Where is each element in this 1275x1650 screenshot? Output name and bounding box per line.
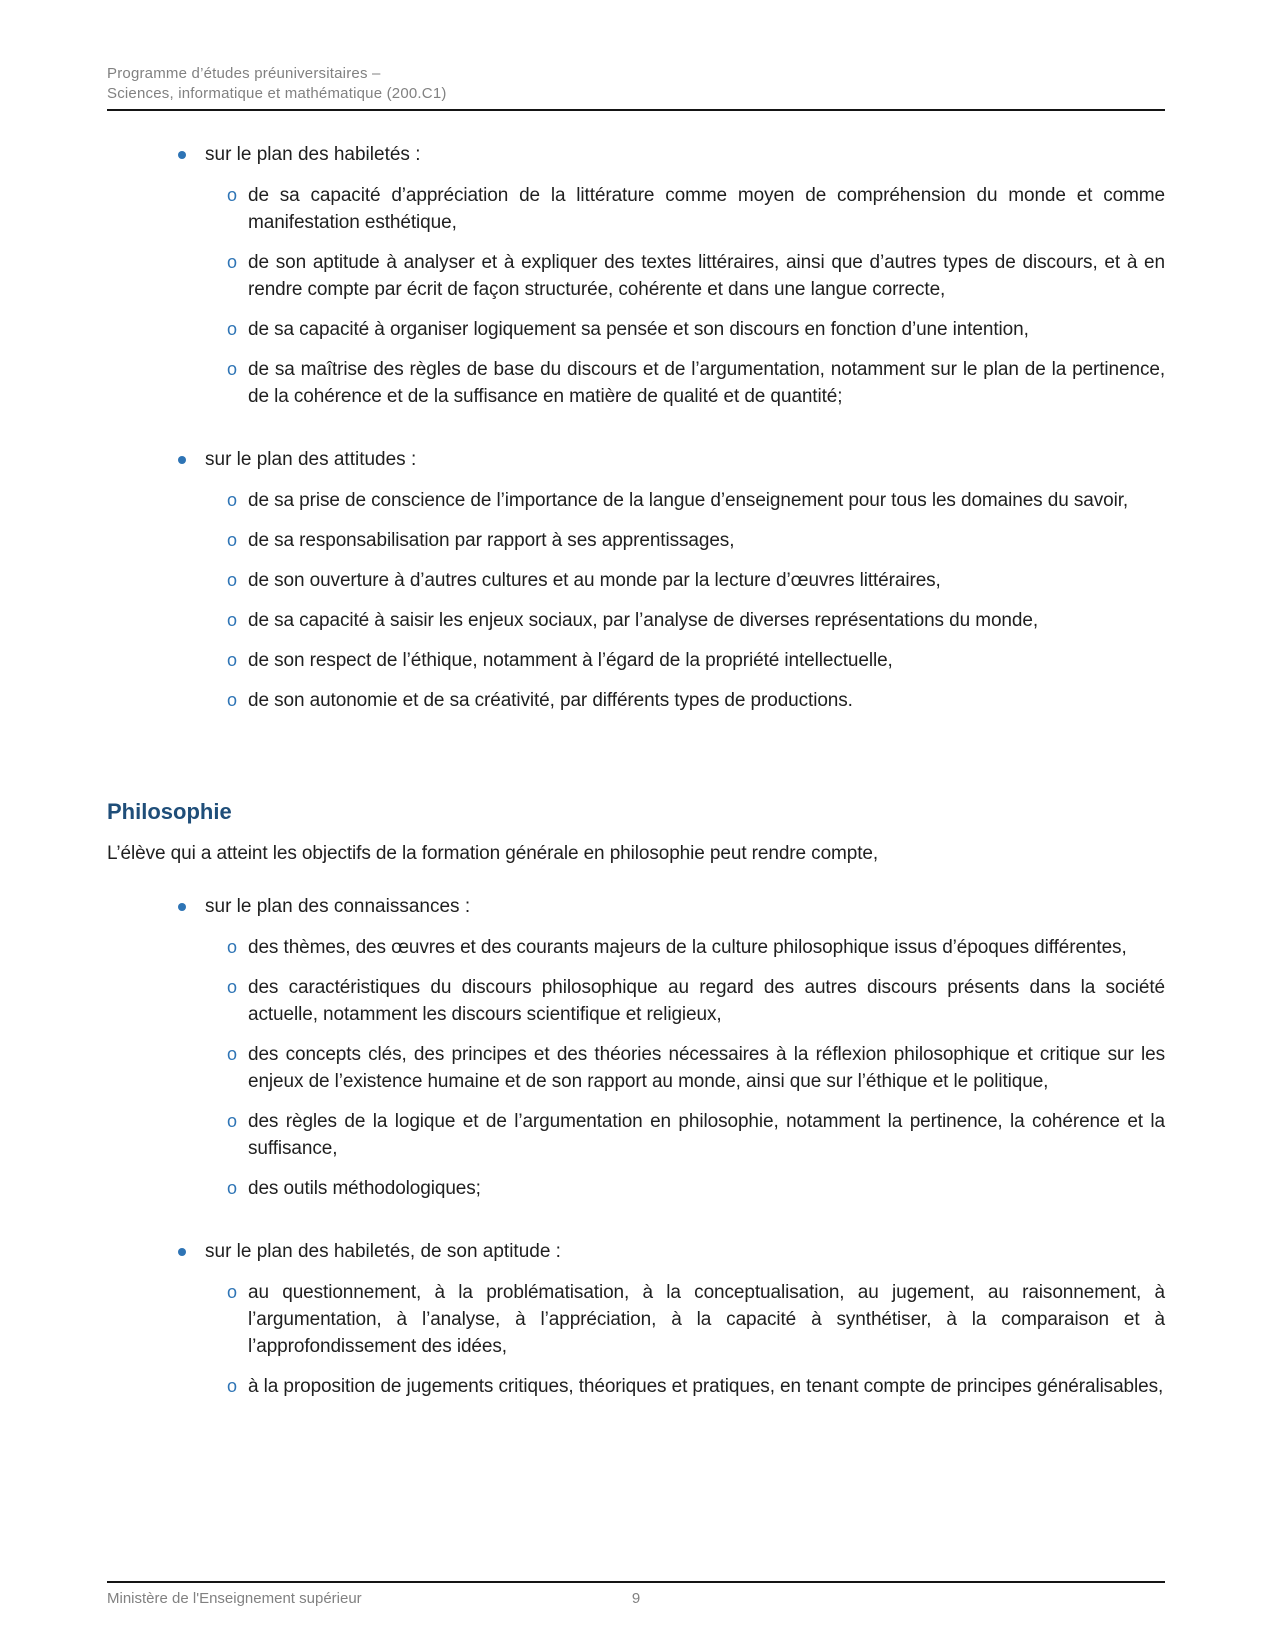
list-item-text: de son autonomie et de sa créativité, par différents types de productions. <box>248 690 853 711</box>
list-item-text: des concepts clés, des principes et des théories nécessaires à la réflexion philosophique et critique sur les enjeux de l’existence humaine et de son rapport au monde, ainsi que sur l’éthique et le politique, <box>248 1044 1165 1092</box>
paragraph: L’élève qui a atteint les objectifs de la formation générale en philosophie peut rendre compte, <box>107 843 879 864</box>
circle-bullet-icon: o <box>227 1111 238 1131</box>
list-label: sur le plan des habiletés : <box>205 144 421 165</box>
list-item <box>107 1041 1165 1095</box>
list-item <box>107 527 1165 554</box>
circle-bullet-icon: o <box>227 650 238 670</box>
document-body <box>107 141 1165 1436</box>
page-footer <box>107 1581 1165 1609</box>
list-item <box>107 182 1165 236</box>
list-item-text: de sa responsabilisation par rapport à ses apprentissages, <box>248 530 735 551</box>
circle-bullet-icon: o <box>227 359 238 379</box>
list-item <box>107 567 1165 594</box>
list-item <box>107 1279 1165 1360</box>
list-item-text: au questionnement, à la problématisation, à la conceptualisation, au jugement, au raisonnement, à l’argumentation, à l’analyse, à l’appréciation, à la capacité à synthétiser, à la comparaison et à l’approfondissement des idées, <box>248 1282 1165 1357</box>
list-label-row <box>107 1238 1165 1265</box>
list-item-text: de sa prise de conscience de l’importance de la langue d’enseignement pour tous les domaines du savoir, <box>248 490 1129 511</box>
section-heading: Philosophie <box>107 799 232 824</box>
list-item <box>107 687 1165 714</box>
circle-bullet-icon: o <box>227 185 238 205</box>
circle-bullet-icon: o <box>227 252 238 272</box>
list-label: sur le plan des habiletés, de son aptitude : <box>205 1241 561 1262</box>
list-item-text: de sa capacité à organiser logiquement sa pensée et son discours en fonction d’une intention, <box>248 319 1029 340</box>
list-item-text: à la proposition de jugements critiques, théoriques et pratiques, en tenant compte de principes généralisables, <box>248 1376 1164 1397</box>
circle-bullet-icon: o <box>227 937 238 957</box>
list-item-text: des caractéristiques du discours philosophique au regard des autres discours présents dans la société actuelle, notamment les discours scientifique et religieux, <box>248 977 1165 1025</box>
list-item <box>107 316 1165 343</box>
circle-bullet-icon: o <box>227 1178 238 1198</box>
circle-bullet-icon: o <box>227 490 238 510</box>
list-label-row <box>107 141 1165 168</box>
bullet-group <box>107 893 1165 1202</box>
list-item-text: de sa capacité à saisir les enjeux sociaux, par l’analyse de diverses représentations du monde, <box>248 610 1039 631</box>
list-item-text: des outils méthodologiques; <box>248 1178 481 1199</box>
header-line-2: Sciences, informatique et mathématique (200.C1) <box>107 85 447 102</box>
list-label-row <box>107 446 1165 473</box>
list-item-text: de son ouverture à d’autres cultures et au monde par la lecture d’œuvres littéraires, <box>248 570 941 591</box>
list-item-text: de sa capacité d’appréciation de la littérature comme moyen de compréhension du monde et comme manifestation esthétique, <box>248 185 1165 233</box>
circle-bullet-icon: o <box>227 319 238 339</box>
list-item <box>107 974 1165 1028</box>
circle-bullet-icon: o <box>227 570 238 590</box>
bullet-icon <box>178 151 186 159</box>
bullet-icon <box>178 1248 186 1256</box>
circle-bullet-icon: o <box>227 610 238 630</box>
list-label-row <box>107 893 1165 920</box>
circle-bullet-icon: o <box>227 1282 238 1302</box>
bullet-group <box>107 141 1165 410</box>
list-label: sur le plan des connaissances : <box>205 896 471 917</box>
bullet-icon <box>178 903 186 911</box>
list-item <box>107 1373 1165 1400</box>
list-item <box>107 487 1165 514</box>
list-item <box>107 647 1165 674</box>
bullet-group <box>107 1238 1165 1400</box>
list-item <box>107 607 1165 634</box>
circle-bullet-icon: o <box>227 1376 238 1396</box>
bullet-icon <box>178 456 186 464</box>
page-header <box>107 64 1165 111</box>
list-item <box>107 249 1165 303</box>
list-item-text: des règles de la logique et de l’argumentation en philosophie, notamment la pertinence, la cohérence et la suffisance, <box>248 1111 1165 1159</box>
list-item <box>107 1108 1165 1162</box>
circle-bullet-icon: o <box>227 530 238 550</box>
header-line-1: Programme d’études préuniversitaires – <box>107 65 381 82</box>
circle-bullet-icon: o <box>227 690 238 710</box>
list-label: sur le plan des attitudes : <box>205 449 417 470</box>
list-item-text: de son aptitude à analyser et à expliquer des textes littéraires, ainsi que d’autres types de discours, et à en rendre compte par écrit de façon structurée, cohérente et dans une langue correcte, <box>248 252 1165 300</box>
bullet-group <box>107 446 1165 714</box>
page-number: 9 <box>631 1590 641 1607</box>
circle-bullet-icon: o <box>227 977 238 997</box>
list-item-text: de son respect de l’éthique, notamment à l’égard de la propriété intellectuelle, <box>248 650 893 671</box>
list-item <box>107 356 1165 410</box>
list-item <box>107 934 1165 961</box>
list-item-text: des thèmes, des œuvres et des courants majeurs de la culture philosophique issus d’époques différentes, <box>248 937 1127 958</box>
list-item-text: de sa maîtrise des règles de base du discours et de l’argumentation, notamment sur le plan de la pertinence, de la cohérence et de la suffisance en matière de qualité et de quantité; <box>248 359 1165 407</box>
circle-bullet-icon: o <box>227 1044 238 1064</box>
footer-ministry: Ministère de l'Enseignement supérieur <box>107 1590 362 1607</box>
list-item <box>107 1175 1165 1202</box>
